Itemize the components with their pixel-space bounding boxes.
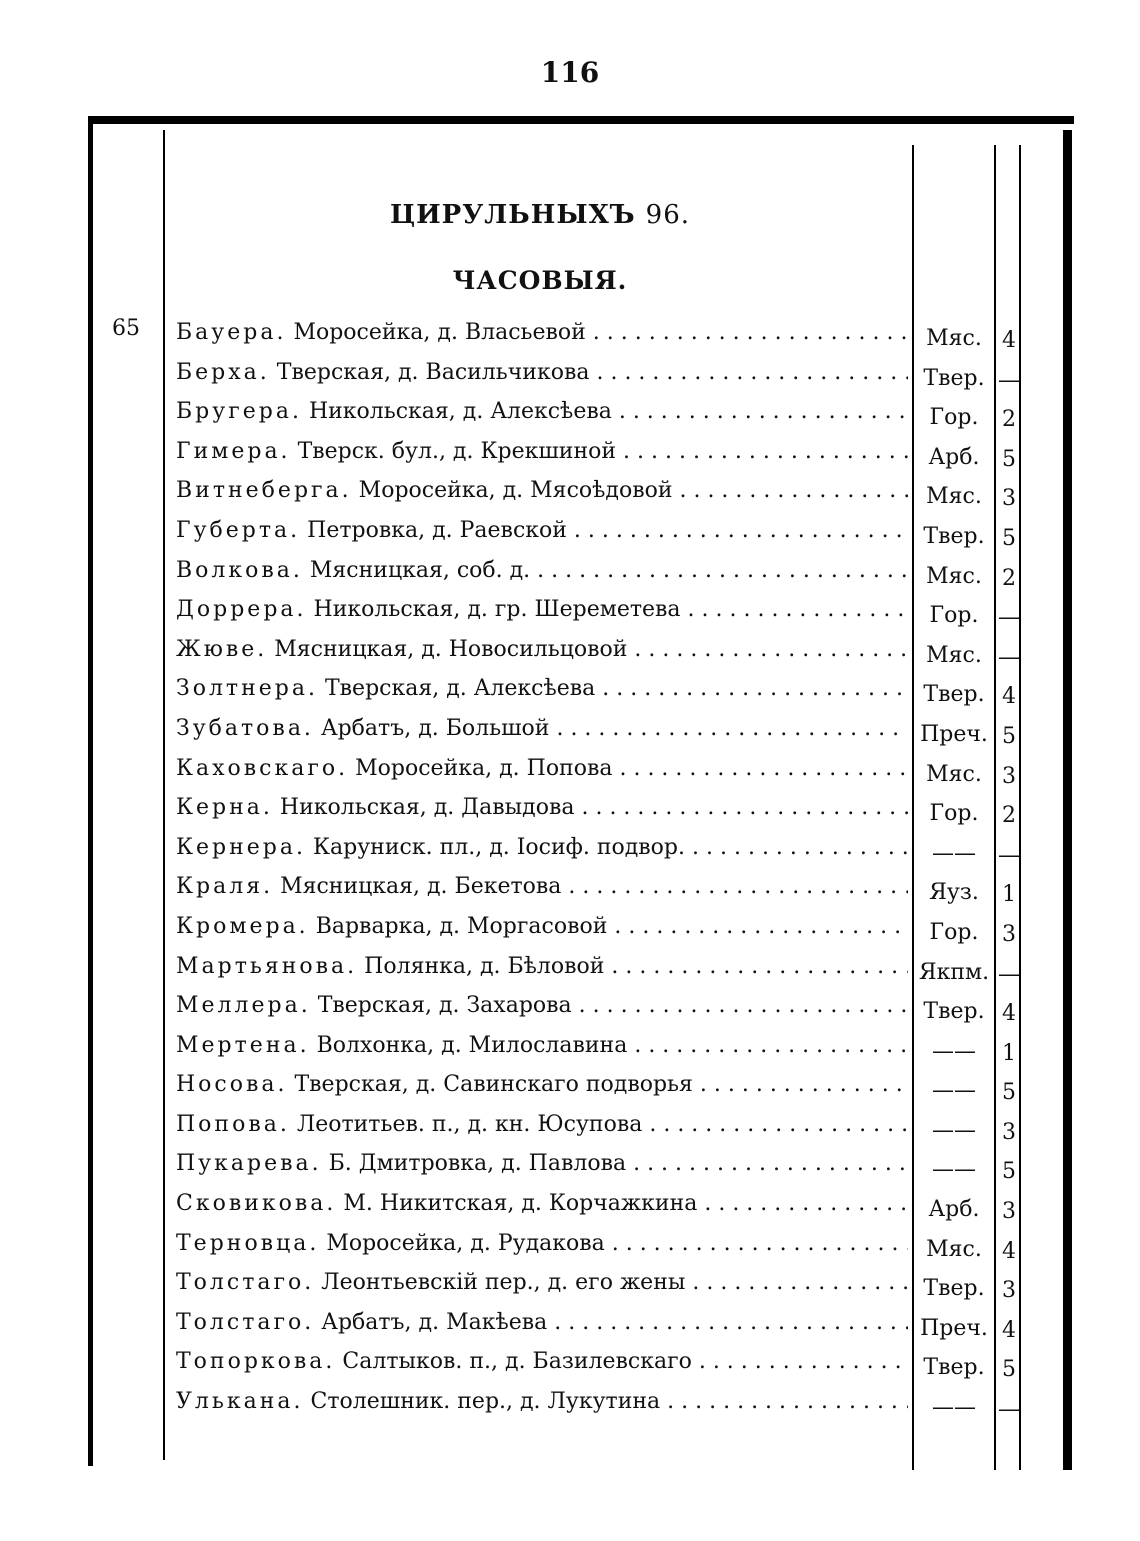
entry-quarter: Твер.: [923, 523, 985, 549]
entry-quarter: Твер.: [923, 1276, 985, 1302]
entry-number: —: [998, 605, 1020, 631]
list-item: [170, 952, 1050, 992]
entry-number: —: [998, 367, 1020, 393]
entry-quarter: Арб.: [928, 444, 980, 470]
entry-address: Моросейка, д. Власьевой: [293, 320, 586, 345]
entry-name: Гимера.: [176, 438, 291, 464]
entry-name: Витнеберга.: [176, 478, 352, 504]
entry-address: Моросейка, д. Мясоѣдовой: [358, 478, 673, 504]
entry-number: 1: [1002, 1040, 1016, 1066]
entry-name: Золтнера.: [176, 676, 318, 702]
column-divider-left: [163, 130, 165, 1460]
entry-text: [176, 635, 908, 665]
entry-name: Попова.: [176, 1111, 290, 1137]
entry-quarter: Мяс.: [926, 761, 982, 787]
entry-name: Керна.: [176, 795, 273, 821]
entry-text: [176, 318, 908, 348]
entry-quarter: Мяс.: [926, 484, 982, 510]
entry-name: Мертена.: [176, 1032, 310, 1058]
entry-quarter: ——: [932, 840, 976, 866]
entry-quarter: Гор.: [929, 603, 979, 629]
list-item: [170, 1229, 1050, 1269]
entry-address: Никольская, д. гр. Шереметева: [313, 597, 681, 623]
entry-address: Арбатъ, д. Макѣева: [321, 1309, 548, 1335]
entry-text: [176, 991, 908, 1021]
entry-text: [176, 1387, 908, 1417]
entry-name: Кернера.: [176, 834, 307, 860]
entry-quarter: ——: [932, 1078, 976, 1104]
entry-number: 3: [1002, 1199, 1016, 1225]
entry-name: Доррера.: [176, 597, 307, 623]
entry-quarter: Твер.: [923, 999, 985, 1025]
entry-number: 1: [1002, 882, 1016, 908]
list-item: [170, 674, 1050, 714]
list-item: [170, 833, 1050, 873]
entry-text: [176, 1070, 908, 1100]
entry-quarter: Твер.: [923, 365, 985, 391]
entry-name: Каховскаго.: [176, 755, 349, 781]
entry-number: —: [998, 1397, 1020, 1423]
entry-number: 2: [1002, 407, 1016, 433]
list-item: [170, 1031, 1050, 1071]
entry-address: Леотитьев. п., д. кн. Юсупова: [296, 1111, 643, 1137]
entry-address: Каруниск. пл., д. Іосиф. подвор.: [313, 834, 686, 860]
entry-number: 4: [1002, 684, 1016, 710]
list-item: [170, 872, 1050, 912]
entry-address: Никольская, д. Давыдова: [279, 795, 575, 821]
entry-quarter: Мяс.: [926, 563, 982, 589]
entry-address: Тверская, д. Васильчикова: [276, 359, 590, 385]
entry-number: 2: [1002, 565, 1016, 591]
section-title-text: ЦИРУЛЬНЫХЪ: [389, 200, 636, 230]
entry-name: Краля.: [176, 874, 274, 900]
entry-quarter: Мяс.: [926, 642, 982, 668]
entry-address: Столешник. пер., д. Лукутина: [310, 1389, 661, 1415]
entry-address: Б. Дмитровка, д. Павлова: [328, 1151, 627, 1177]
section-count: 96.: [645, 200, 691, 230]
entry-text: [176, 872, 908, 902]
entry-text: [176, 516, 908, 546]
entry-address: Варварка, д. Моргасовой: [315, 913, 608, 939]
entry-number: 4: [1002, 328, 1016, 353]
entry-address: М. Никитская, д. Корчажкина: [343, 1191, 698, 1217]
entry-text: [176, 476, 908, 506]
entry-text: [176, 793, 908, 823]
list-item: [170, 437, 1050, 477]
entry-number: 5: [1002, 446, 1016, 472]
entry-name: Губерта.: [176, 517, 301, 543]
entry-quarter: Твер.: [923, 682, 985, 708]
list-item: [170, 397, 1050, 437]
entry-name: Мартьянова.: [176, 953, 358, 979]
entry-address: Леонтьевскій пер., д. его жены: [321, 1270, 686, 1296]
entry-name: Пукарева.: [176, 1151, 322, 1177]
entry-text: [176, 1308, 908, 1338]
list-item: [170, 1110, 1050, 1150]
list-item: [170, 556, 1050, 596]
entry-text: [176, 556, 908, 586]
entry-quarter: Якпм.: [918, 959, 990, 985]
entry-name: Меллера.: [176, 993, 311, 1019]
entry-address: Петровка, д. Раевской: [307, 517, 567, 543]
entry-quarter: Мяс.: [926, 326, 982, 351]
entry-number: 3: [1002, 1119, 1016, 1145]
row-marker: 65: [112, 316, 140, 341]
directory-list: [170, 318, 1050, 1427]
subsection-title: ЧАСОВЫЯ.: [452, 266, 628, 295]
entry-quarter: Яуз.: [929, 880, 979, 906]
entry-text: [176, 1268, 908, 1298]
list-item: [170, 1268, 1050, 1308]
entry-name: Толстаго.: [176, 1309, 315, 1335]
entry-address: Моросейка, д. Попова: [355, 755, 613, 781]
list-item: [170, 1189, 1050, 1229]
entry-number: 5: [1002, 1080, 1016, 1106]
list-item: [170, 1347, 1050, 1387]
page-number: 116: [540, 56, 600, 89]
entry-text: [176, 595, 908, 625]
entry-quarter: Гор.: [929, 919, 979, 945]
entry-address: Волхонка, д. Милославина: [316, 1032, 628, 1058]
section-title: [170, 200, 910, 230]
list-item: [170, 991, 1050, 1031]
entry-name: Толстаго.: [176, 1270, 315, 1296]
list-item: [170, 1070, 1050, 1110]
entry-quarter: Твер.: [923, 1355, 985, 1381]
entry-name: Сковикова.: [176, 1191, 337, 1217]
list-item: [170, 754, 1050, 794]
entry-address: Арбатъ, д. Большой: [320, 715, 550, 741]
entry-number: 3: [1002, 921, 1016, 947]
entry-number: 4: [1002, 1238, 1016, 1264]
entry-name: Жюве.: [176, 636, 268, 662]
entry-name: Носова.: [176, 1072, 288, 1098]
entry-text: [176, 1347, 908, 1377]
list-item: [170, 1308, 1050, 1348]
list-item: [170, 1149, 1050, 1189]
entry-quarter: ——: [932, 1157, 976, 1183]
entry-name: Зубатова.: [176, 715, 314, 741]
entry-address: Мясницкая, д. Бекетова: [280, 874, 562, 900]
entry-name: Бауера.: [176, 320, 287, 345]
entry-text: [176, 833, 908, 863]
list-item: [170, 318, 1050, 358]
entry-text: [176, 754, 908, 784]
entry-address: Никольская, д. Алексѣева: [308, 399, 612, 425]
entry-address: Салтыков. п., д. Базилевскаго: [342, 1349, 692, 1375]
entry-address: Мясницкая, д. Новосильцовой: [274, 636, 628, 662]
entry-text: [176, 1149, 908, 1179]
entry-number: 5: [1002, 723, 1016, 749]
entry-text: [176, 1229, 908, 1259]
entry-quarter: ——: [932, 1038, 976, 1064]
entry-text: [176, 912, 908, 942]
list-item: [170, 516, 1050, 556]
entry-address: Тверская, д. Захарова: [317, 993, 572, 1019]
entry-text: [176, 358, 908, 388]
entry-number: 5: [1002, 525, 1016, 551]
entry-quarter: Преч.: [920, 721, 988, 747]
entry-text: [176, 437, 908, 467]
entry-name: Волкова.: [176, 557, 303, 583]
entry-quarter: ——: [932, 1117, 976, 1143]
entry-number: 4: [1002, 1317, 1016, 1343]
entry-text: [176, 952, 908, 982]
entry-address: Тверская, д. Савинскаго подворья: [294, 1072, 693, 1098]
list-item: [170, 635, 1050, 675]
list-item: [170, 595, 1050, 635]
entry-number: 3: [1002, 763, 1016, 789]
entry-name: Улькана.: [176, 1389, 304, 1415]
entry-text: [176, 1031, 908, 1061]
entry-quarter: Гор.: [929, 405, 979, 431]
entry-text: [176, 1110, 908, 1140]
entry-name: Кромера.: [176, 913, 309, 939]
entry-quarter: ——: [932, 1395, 976, 1421]
entry-number: —: [998, 842, 1020, 868]
entry-text: [176, 1189, 908, 1219]
list-item: [170, 358, 1050, 398]
entry-quarter: Преч.: [920, 1315, 988, 1341]
entry-name: Берха.: [176, 359, 270, 385]
list-item: [170, 793, 1050, 833]
list-item: [170, 476, 1050, 516]
entry-text: [176, 674, 908, 704]
entry-number: 3: [1002, 486, 1016, 512]
entry-address: Тверск. бул., д. Крекшиной: [297, 438, 617, 464]
entry-number: 4: [1002, 1001, 1016, 1027]
entry-text: [176, 397, 908, 427]
entry-address: Моросейка, д. Рудакова: [326, 1230, 605, 1256]
entry-quarter: Арб.: [928, 1197, 980, 1223]
entry-address: Мясницкая, соб. д.: [309, 557, 531, 583]
entry-name: Терновца.: [176, 1230, 320, 1256]
list-item: [170, 1387, 1050, 1427]
entry-name: Бругера.: [176, 399, 302, 425]
entry-name: Топоркова.: [176, 1349, 336, 1375]
entry-number: 5: [1002, 1357, 1016, 1383]
entry-number: 3: [1002, 1278, 1016, 1304]
entry-address: Тверская, д. Алексѣева: [324, 676, 596, 702]
list-item: [170, 714, 1050, 754]
entry-address: Полянка, д. Бѣловой: [364, 953, 605, 979]
entry-number: 5: [1002, 1159, 1016, 1185]
entry-number: —: [998, 961, 1020, 987]
list-item: [170, 912, 1050, 952]
table-frame-right-edge: [1063, 130, 1072, 1470]
entry-number: 2: [1002, 803, 1016, 829]
entry-quarter: Гор.: [929, 801, 979, 827]
entry-quarter: Мяс.: [926, 1236, 982, 1262]
entry-text: [176, 714, 908, 744]
entry-number: —: [998, 644, 1020, 670]
